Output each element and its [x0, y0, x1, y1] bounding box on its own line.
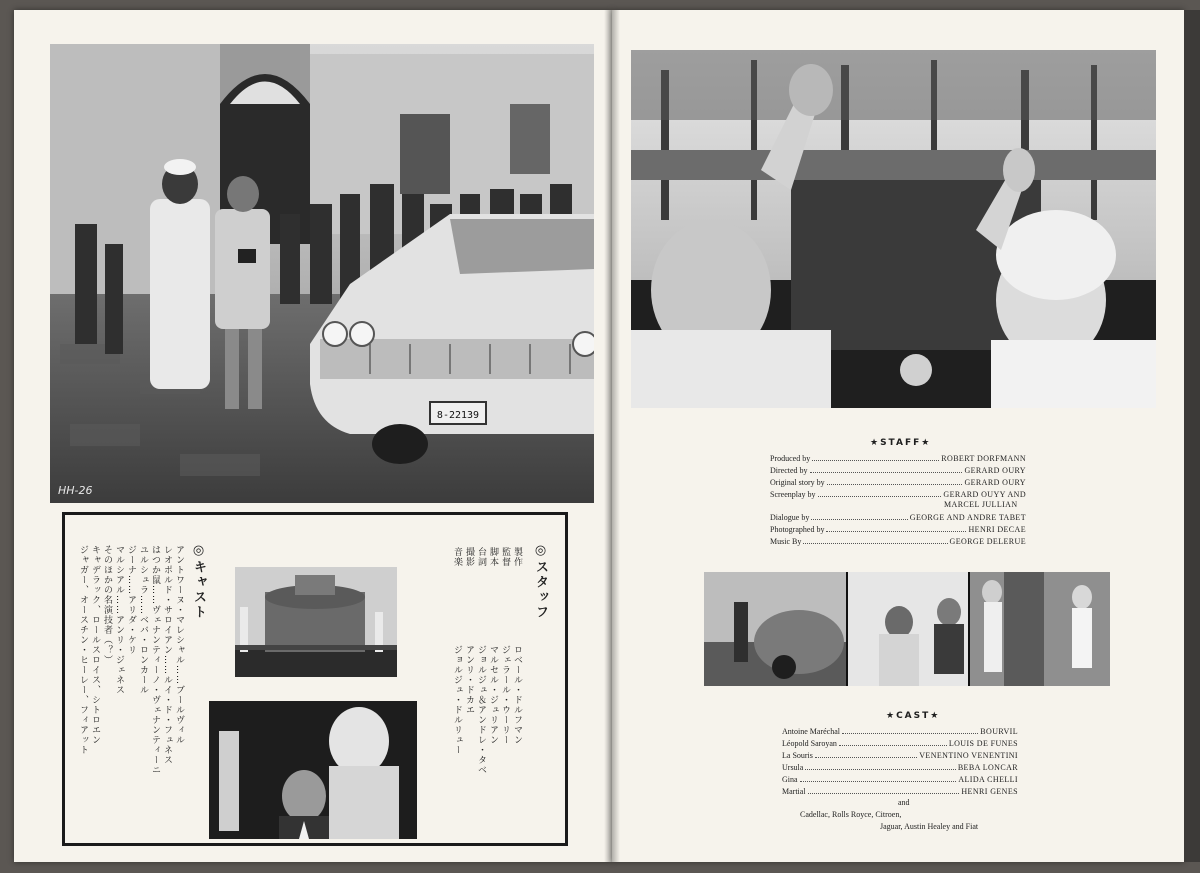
staff-role-label: Screenplay by	[770, 490, 816, 499]
staff-role-label: Music By	[770, 537, 802, 546]
screenplay-continuation: MARCEL JULLIAN	[944, 500, 1018, 509]
staff-name-value: GERARD OURY	[964, 478, 1026, 487]
cast-line: マルシアル……アンリ・ジェネス	[114, 545, 124, 695]
staff-row	[770, 452, 1026, 463]
license-plate-text: 8-22139	[436, 410, 480, 421]
staff-role-label: Original story by	[770, 478, 825, 487]
staff-row	[770, 511, 1026, 522]
cast-line: ジャガー、オースチン・ヒーレー、フィアット	[78, 545, 88, 755]
staff-role: 音楽	[452, 547, 462, 567]
staff-heading-jp: ◎スタッフ	[533, 543, 548, 620]
leader-dots	[827, 484, 963, 485]
cast-title: ★CAST★	[886, 711, 941, 721]
staff-name: ジョルジュ＆アンドレ・タベ	[476, 645, 486, 775]
leader-dots	[815, 757, 917, 758]
statue-scene-photo	[209, 701, 417, 839]
cast-line: そのほかの名演技者（？）	[102, 545, 112, 665]
cast-line: ジーナ……アリダ・ケリ	[126, 545, 136, 655]
background-edge	[1184, 10, 1200, 862]
cast-row	[782, 761, 1018, 772]
leader-dots	[839, 745, 947, 746]
cast-row	[782, 725, 1018, 736]
staff-role: 撮影	[464, 547, 474, 567]
cast-role-label: Antoine Maréchal	[782, 727, 840, 736]
leader-dots	[818, 496, 942, 497]
photo-code-label: HH-26	[58, 484, 93, 497]
cast-line: アントワーヌ・マレシャル……ブールヴィル	[174, 545, 184, 745]
castle-bridge-photo	[235, 567, 397, 677]
cast-row	[782, 773, 1018, 784]
cast-role-label: Gina	[782, 775, 798, 784]
book-spine	[604, 10, 620, 862]
staff-row	[770, 535, 1026, 546]
staff-name: アンリ・ドカエ	[464, 645, 474, 715]
cast-actor-value: LOUIS DE FUNES	[948, 739, 1018, 748]
cast-actor-value: HENRI GENES	[961, 787, 1018, 796]
leader-dots	[811, 519, 907, 520]
leader-dots	[803, 543, 947, 544]
street-scene-photo	[50, 44, 594, 503]
staff-name-value: ROBERT DORFMANN	[941, 454, 1026, 463]
staff-role: 製作	[512, 547, 522, 567]
staff-row	[770, 476, 1026, 487]
staff-name: ジョルジュ・ドルリュー	[452, 645, 462, 755]
staff-row	[770, 523, 1026, 534]
staff-role-label: Dialogue by	[770, 513, 810, 522]
leader-dots	[812, 460, 939, 461]
leader-dots	[805, 769, 955, 770]
cast-and-text: and	[898, 798, 910, 807]
leader-dots	[800, 781, 957, 782]
cast-line: ユルシュラ……ベバ・ロンカール	[138, 545, 148, 695]
cast-line: はつか鼠……ヴェナンティーノ・ヴェナンティーニ	[150, 545, 160, 775]
waving-couple-photo	[631, 50, 1156, 408]
leader-dots	[808, 793, 960, 794]
leader-dots	[826, 531, 966, 532]
japanese-credits-box	[62, 512, 568, 846]
staff-role-label: Photographed by	[770, 525, 825, 534]
cast-heading-jp: ◎キャスト	[191, 543, 206, 620]
staff-name-value: GEORGE DELERUE	[949, 537, 1026, 546]
cast-role-label: La Souris	[782, 751, 813, 760]
cast-role-label: Ursula	[782, 763, 804, 772]
cast-line: キャデラック、ロールスロイス、シトロエン	[90, 545, 100, 745]
staff-name-value: HENRI DECAE	[968, 525, 1026, 534]
staff-row	[770, 464, 1026, 475]
cast-role-label: Martial	[782, 787, 806, 796]
staff-name-value: GERARD OUYY AND	[943, 490, 1026, 499]
staff-name: マルセル・ジュリアン	[488, 645, 498, 745]
staff-role: 監督	[500, 547, 510, 567]
cast-actor-value: VENENTINO VENENTINI	[919, 751, 1018, 760]
cast-role-label: Léopold Saroyan	[782, 739, 837, 748]
staff-role: 台詞	[476, 547, 486, 567]
staff-name-value: GEORGE AND ANDRE TABET	[909, 513, 1026, 522]
staff-row	[770, 488, 1026, 499]
scene-strip-photo	[704, 572, 1110, 686]
cast-row	[782, 737, 1018, 748]
staff-name: ジェラール・ウーリー	[500, 645, 510, 745]
leader-dots	[810, 472, 963, 473]
staff-title: ★STAFF★	[870, 438, 932, 448]
staff-role: 脚本	[488, 547, 498, 567]
cast-actor-value: ALIDA CHELLI	[958, 775, 1018, 784]
cast-actor-value: BEBA LONCAR	[957, 763, 1018, 772]
cast-row	[782, 785, 1018, 796]
staff-name-value: GERARD OURY	[964, 466, 1026, 475]
cars-line-2: Jaguar, Austin Healey and Fiat	[880, 822, 979, 831]
cast-row	[782, 749, 1018, 760]
cast-line: レオポルド・サロイアン……ルイ・ド・フュネス	[162, 545, 172, 765]
leader-dots	[842, 733, 978, 734]
cars-line-1: Cadellac, Rolls Royce, Citroen,	[800, 810, 902, 819]
staff-role-label: Directed by	[770, 466, 808, 475]
staff-name: ロベール・ドルフマン	[512, 645, 522, 745]
cast-actor-value: BOURVIL	[980, 727, 1018, 736]
staff-role-label: Produced by	[770, 454, 811, 463]
